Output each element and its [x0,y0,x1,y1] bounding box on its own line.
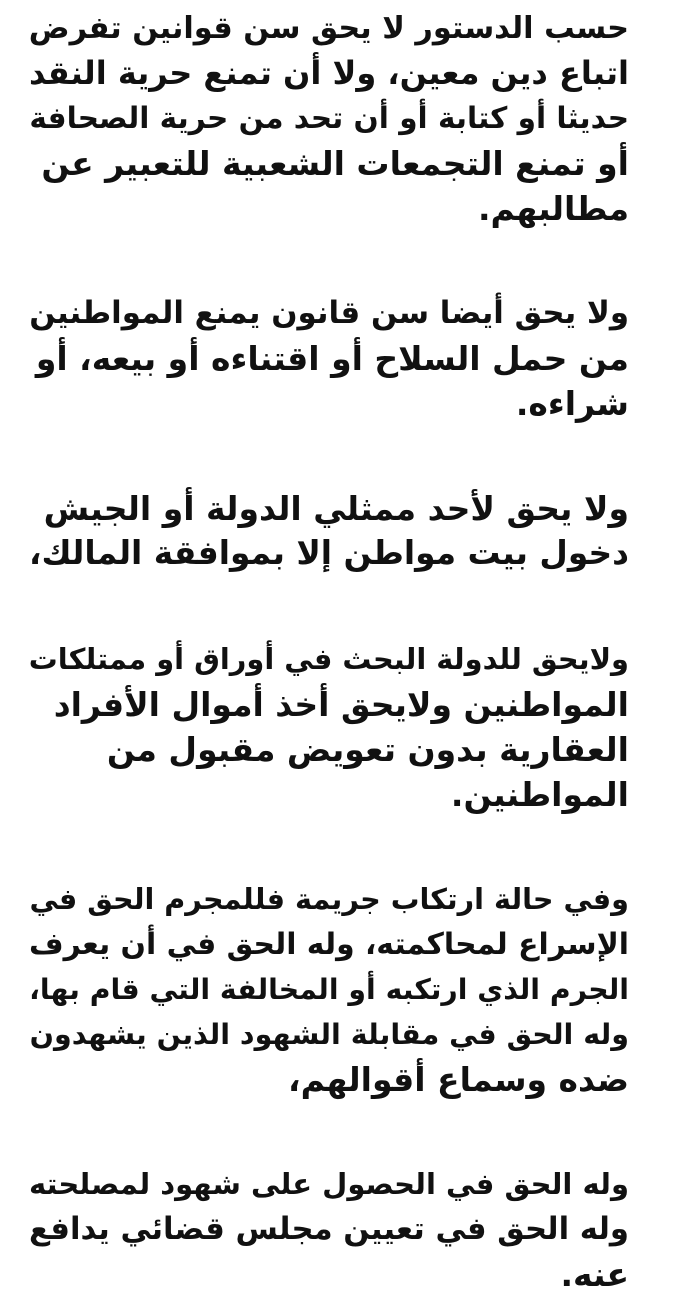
text-line: ولايحق للدولة البحث في أوراق أو ممتلكات [28,642,629,676]
text-line: المواطنين ولايحق أخذ أموال الأفراد [53,685,629,724]
text-line: ضده وسماع أقوالهم، [288,1060,629,1099]
text-line: شراءه. [515,384,629,423]
text-line: العقارية بدون تعويض مقبول من [106,730,629,769]
text-line: الإسراع لمحاكمته، وله الحق في أن يعرف [28,927,629,962]
text-line: وله الحق في تعيين مجلس قضائي يدافع [28,1212,629,1247]
document-body [29,6,629,1297]
text-line: دخول بيت مواطن إلا بموافقة المالك، [29,534,629,572]
paragraph-right-to-bear-arms [29,291,629,426]
text-line: أو تمنع التجمعات الشعبية للتعبير عن [41,144,629,183]
text-line: حديثا أو كتابة أو أن تحد من حرية الصحافة [29,101,629,135]
text-line: ولا يحق أيضا سن قانون يمنع المواطنين [29,295,629,331]
paragraph-speedy-trial [29,877,629,1102]
text-line: ولا يحق لأحد ممثلي الدولة أو الجيش [43,489,629,528]
text-line: من حمل السلاح أو اقتناءه أو بيعه، أو [35,339,629,378]
paragraph-quartering-soldiers [29,486,629,576]
text-line: حسب الدستور لا يحق سن قوانين تفرض [28,11,629,46]
text-line: وله الحق في الحصول على شهود لمصلحته [28,1167,629,1201]
text-line: الجرم الذي ارتكبه أو المخالفة التي قام بها، [29,973,629,1006]
paragraph-religion-speech-press [29,6,629,231]
text-line: وله الحق في مقابلة الشهود الذين يشهدون [29,1018,629,1051]
text-line: المواطنين. [450,775,629,814]
paragraph-witnesses-and-counsel [29,1162,629,1297]
text-line: عنه. [560,1255,629,1294]
text-line: مطالبهم. [477,189,629,228]
text-line: اتباع دين معين، ولا أن تمنع حرية النقد [29,54,629,92]
text-line: وفي حالة ارتكاب جريمة فللمجرم الحق في [29,882,629,916]
paragraph-search-and-property [29,637,629,817]
